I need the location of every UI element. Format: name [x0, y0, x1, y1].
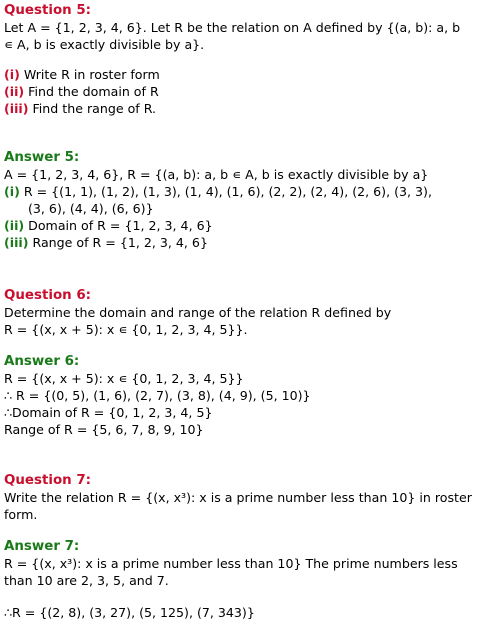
answer-7-heading: Answer 7: [4, 539, 80, 554]
question-6-text-line-1: Determine the domain and range of the relation R defined by [4, 305, 392, 320]
part-label: (i) [4, 67, 20, 82]
answer-6-line-1: R = {(x, x + 5): x ∊ {0, 1, 2, 3, 4, 5}} [4, 371, 244, 386]
answer-6-line-2: ∴ R = {(0, 5), (1, 6), (2, 7), (3, 8), (4, 9), (5, 10)} [4, 388, 311, 403]
question-5-text-line-2: ∊ A, b is exactly divisible by a}. [4, 37, 205, 52]
part-text: Find the range of R. [28, 101, 157, 116]
part-label: (iii) [4, 235, 29, 250]
part-text: Domain of R = {1, 2, 3, 4, 6} [24, 218, 213, 233]
question-5-heading: Question 5: [4, 3, 92, 18]
answer-6-range: Range of R = {5, 6, 7, 8, 9, 10} [4, 422, 204, 437]
answer-5-part-i [4, 183, 432, 200]
question-5-part-iii [4, 100, 156, 117]
answer-5-line-1: A = {1, 2, 3, 4, 6}, R = {(a, b): a, b ∊ A, b is exactly divisible by a} [4, 167, 429, 182]
answer-5-heading: Answer 5: [4, 150, 80, 165]
question-7-heading: Question 7: [4, 473, 92, 488]
question-5-text-line-1: Let A = {1, 2, 3, 4, 6}. Let R be the relation on A defined by {(a, b): a, b [4, 20, 461, 35]
answer-5-part-iii [4, 234, 208, 251]
part-text: Find the domain of R [24, 84, 159, 99]
question-5-part-ii [4, 83, 159, 100]
question-6-text-line-2: R = {(x, x + 5): x ∊ {0, 1, 2, 3, 4, 5}}. [4, 322, 248, 337]
part-label: (iii) [4, 101, 29, 116]
answer-5-part-i-continued: (3, 6), (4, 4), (6, 6)} [28, 201, 154, 216]
answer-5-part-ii [4, 217, 213, 234]
answer-7-line-2: than 10 are 2, 3, 5, and 7. [4, 573, 169, 588]
answer-7-line-1: R = {(x, x³): x is a prime number less than 10} The prime numbers less [4, 556, 458, 571]
part-label: (i) [4, 184, 20, 199]
answer-6-heading: Answer 6: [4, 354, 80, 369]
part-label: (ii) [4, 218, 25, 233]
answer-7-result: ∴R = {(2, 8), (3, 27), (5, 125), (7, 343)} [4, 605, 255, 620]
question-7-text-line-2: form. [4, 507, 38, 522]
question-5-part-i [4, 66, 160, 83]
question-7-text-line-1: Write the relation R = {(x, x³): x is a prime number less than 10} in roster [4, 490, 472, 505]
part-text: R = {(1, 1), (1, 2), (1, 3), (1, 4), (1, 6), (2, 2), (2, 4), (2, 6), (3, 3), [19, 184, 432, 199]
part-text: Write R in roster form [19, 67, 160, 82]
answer-6-domain: ∴Domain of R = {0, 1, 2, 3, 4, 5} [4, 405, 213, 420]
part-label: (ii) [4, 84, 25, 99]
question-6-heading: Question 6: [4, 288, 92, 303]
part-text: Range of R = {1, 2, 3, 4, 6} [28, 235, 208, 250]
